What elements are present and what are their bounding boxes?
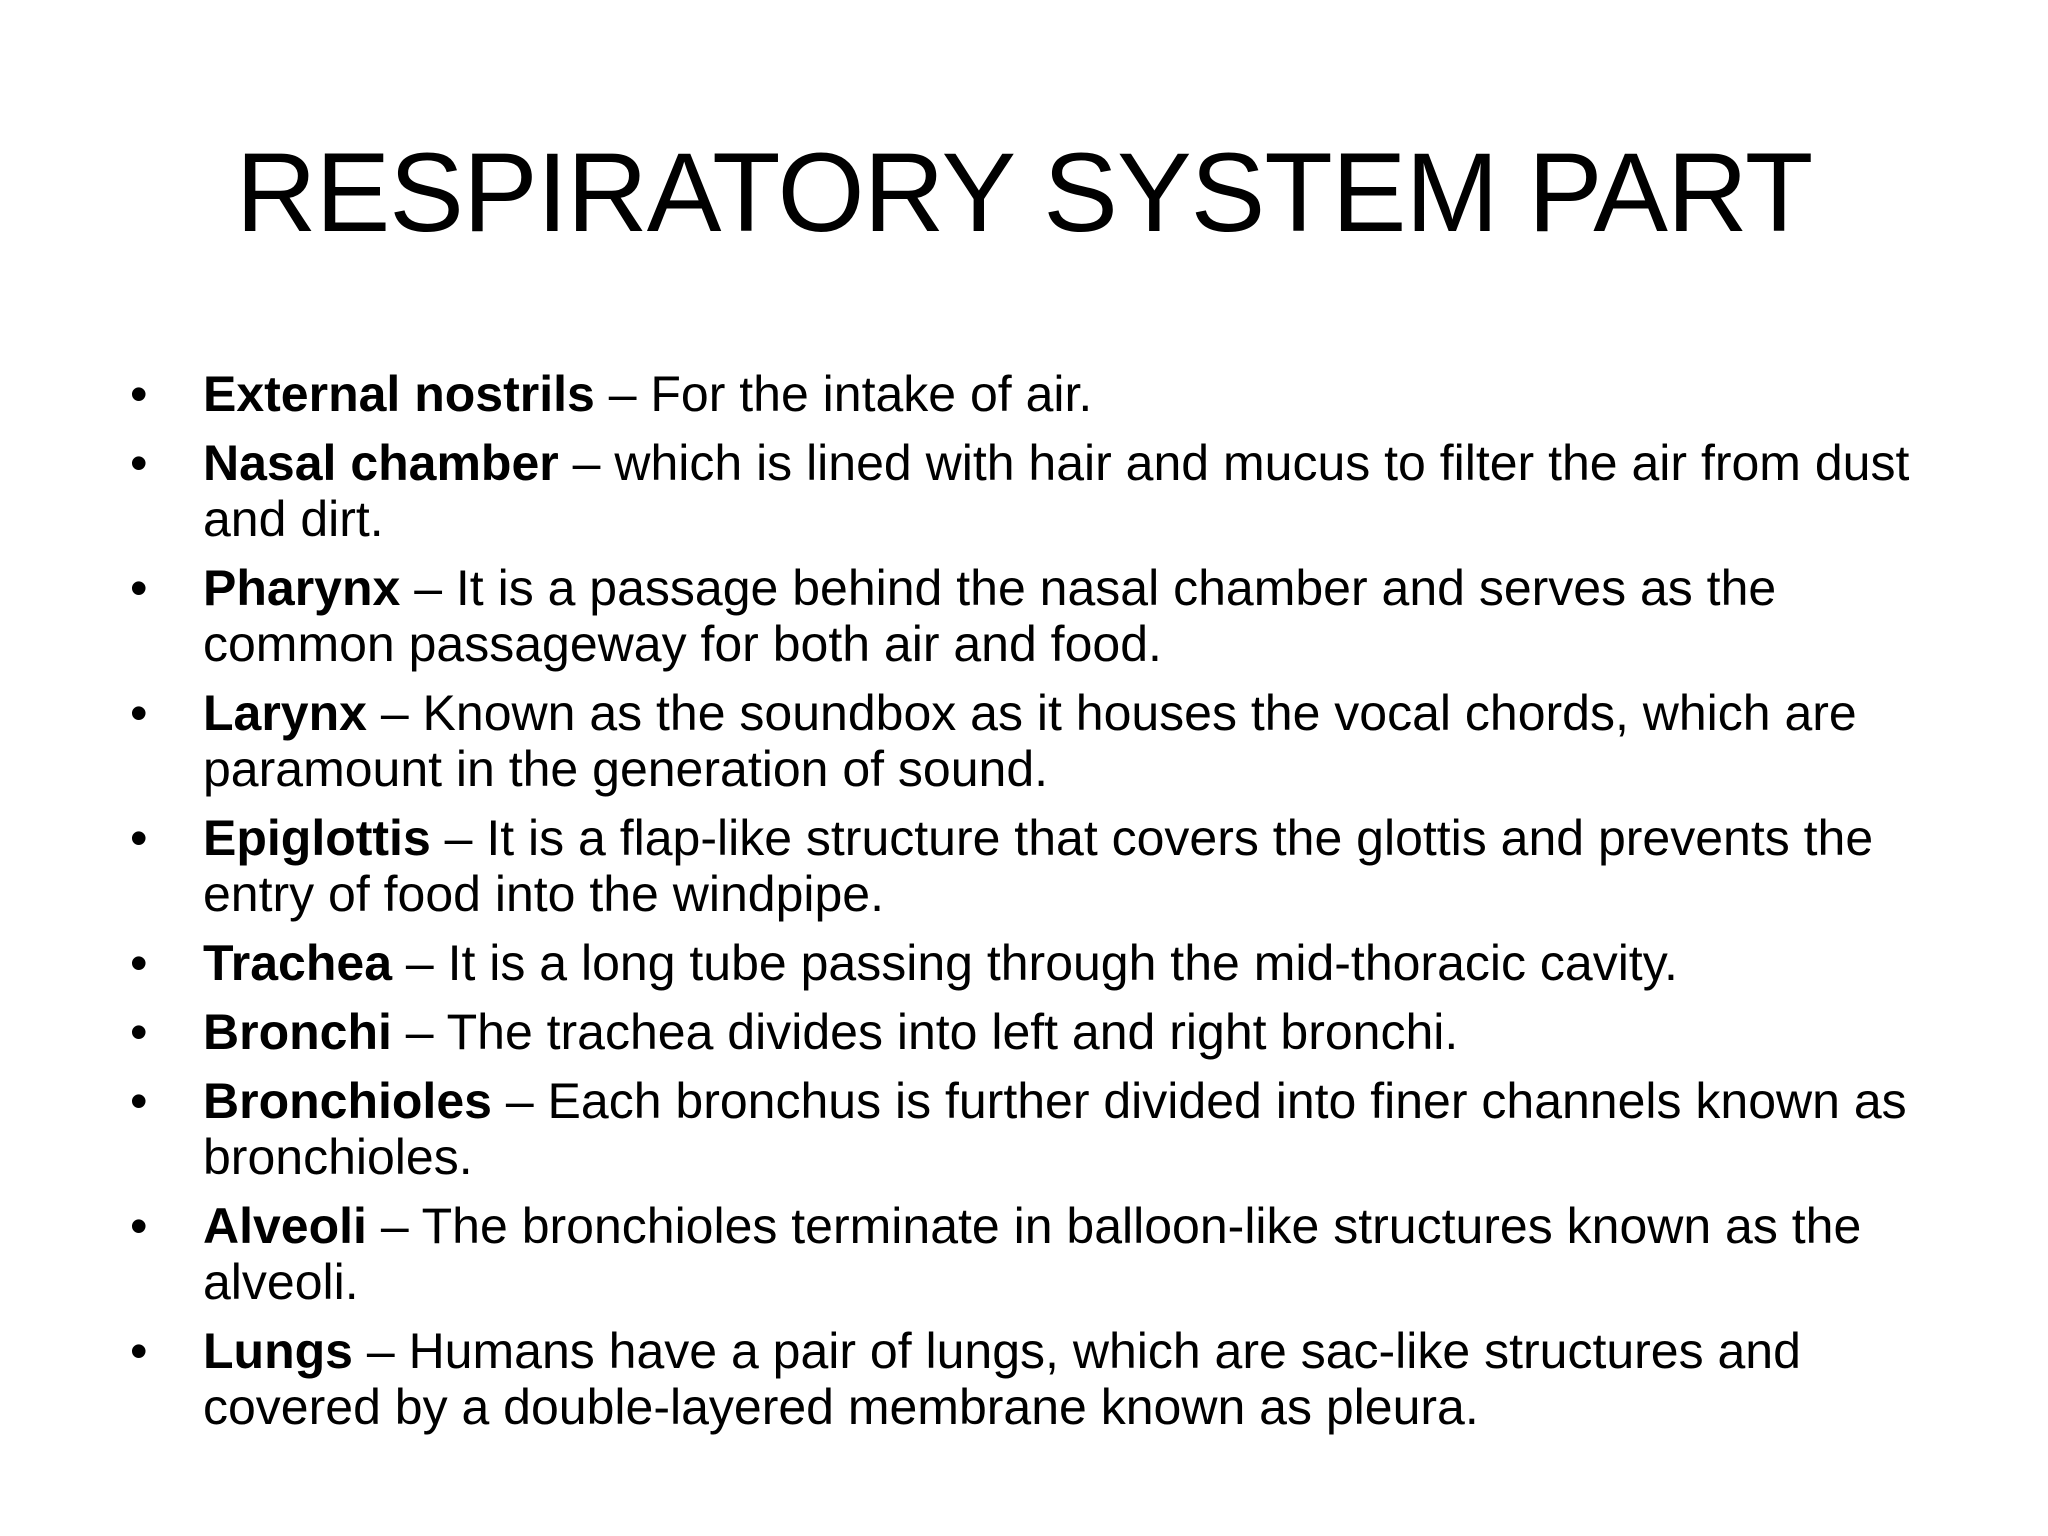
bullet-icon: • [130, 1198, 148, 1254]
term-label: Bronchi [203, 1004, 392, 1060]
term-description: – Known as the soundbox as it houses the vocal chords, which are paramount in the generation of sound. [203, 685, 1857, 797]
bullet-icon: • [130, 685, 148, 741]
term-description: – It is a passage behind the nasal chamber and serves as the common passageway for both air and food. [203, 560, 1777, 672]
bullet-icon: • [130, 560, 148, 616]
term-description: – Humans have a pair of lungs, which are sac-like structures and covered by a double-layered membrane known as pleura. [203, 1323, 1801, 1435]
term-description: – Each bronchus is further divided into finer channels known as bronchioles. [203, 1073, 1907, 1185]
bullet-icon: • [130, 935, 148, 991]
term-label: Lungs [203, 1323, 353, 1379]
list-item [130, 366, 1930, 422]
slide-title: RESPIRATORY SYSTEM PART [235, 130, 1813, 255]
bullet-list [130, 366, 1930, 1448]
list-item [130, 1198, 1930, 1310]
list-item [130, 935, 1930, 991]
list-item [130, 435, 1930, 547]
term-description: – The trachea divides into left and right bronchi. [391, 1004, 1459, 1060]
list-item [130, 810, 1930, 922]
term-label: External nostrils [203, 366, 595, 422]
list-item [130, 1073, 1930, 1185]
term-description: – It is a flap-like structure that covers the glottis and prevents the entry of food into the windpipe. [203, 810, 1874, 922]
term-description: – It is a long tube passing through the mid-thoracic cavity. [392, 935, 1678, 991]
bullet-icon: • [130, 1323, 148, 1379]
list-item [130, 685, 1930, 797]
bullet-icon: • [130, 1004, 148, 1060]
term-label: Alveoli [203, 1198, 367, 1254]
term-label: Larynx [203, 685, 367, 741]
term-description: – which is lined with hair and mucus to filter the air from dust and dirt. [203, 435, 1910, 547]
term-description: – For the intake of air. [594, 366, 1093, 422]
bullet-icon: • [130, 810, 148, 866]
term-label: Trachea [203, 935, 393, 991]
bullet-icon: • [130, 366, 148, 422]
bullet-icon: • [130, 1073, 148, 1129]
term-label: Bronchioles [203, 1073, 492, 1129]
term-label: Epiglottis [203, 810, 431, 866]
bullet-icon: • [130, 435, 148, 491]
list-item [130, 560, 1930, 672]
list-item [130, 1004, 1930, 1060]
list-item [130, 1323, 1930, 1435]
term-description: – The bronchioles terminate in balloon-like structures known as the alveoli. [203, 1198, 1862, 1310]
term-label: Nasal chamber [203, 435, 559, 491]
term-label: Pharynx [203, 560, 401, 616]
